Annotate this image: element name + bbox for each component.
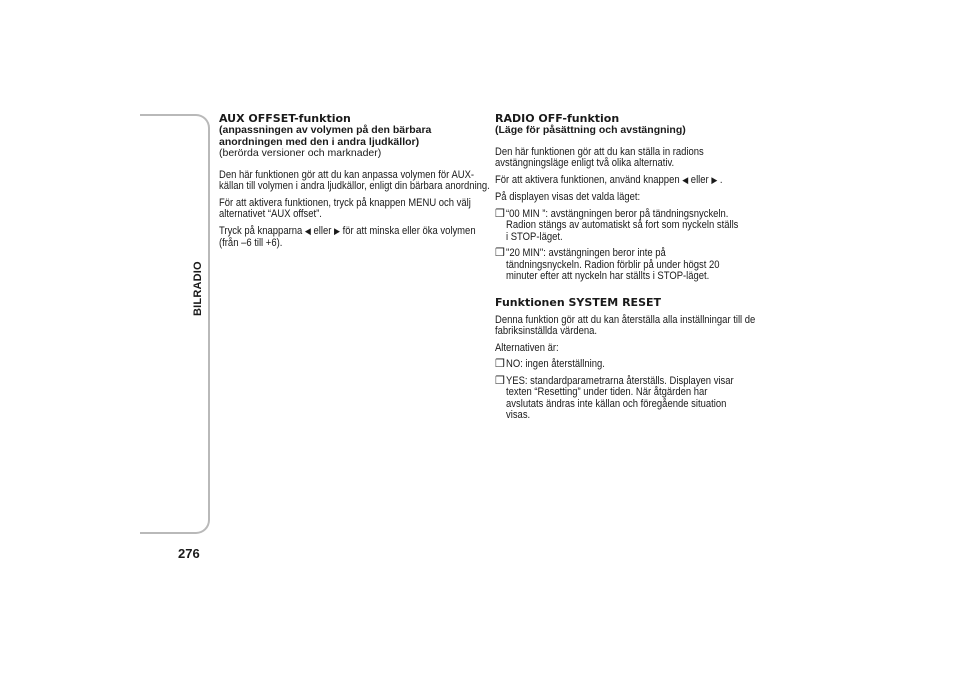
page-number: 276 [178,546,200,561]
radio-off-paragraph-1: Den här funktionen gör att du kan ställa in radions avstängningsläge enligt två olika alternativ. [495,145,704,169]
checkbox-bullet-icon: ❒ [495,207,505,220]
radio-off-heading: RADIO OFF-funktion [495,112,620,125]
aux-offset-p3-end: för att minska eller öka volymen (från –6 till +6). [219,224,476,249]
aux-offset-paragraph-1: Den här funktionen gör att du kan anpassa volymen för AUX-källan till volymen i andra ljudkällor, enligt din bärbara anordning. [219,168,490,192]
list-item-text: "20 MIN": avstängningen beror inte på tändningsnyckeln. Radion förblir på under högst 20 minuter efter att nyckeln har ställts i STOP-läget. [506,247,720,282]
list-item-text: NO: ingen återställning. [506,358,605,370]
list-item [495,359,777,371]
aux-offset-subtitle-1: (anpassningen av volymen på den bärbara [219,124,432,136]
list-item-text: “00 MIN ”: avstängningen beror på tändningsnyckeln. Radion stängs av automatiskt så fort som nyckeln ställs i STOP-läget. [506,207,739,243]
right-arrow-icon: ▶ [333,226,340,237]
list-item [495,248,777,283]
margin-tab [140,114,210,534]
system-reset-heading: Funktionen SYSTEM RESET [495,295,662,309]
aux-offset-p3-start: Tryck på knapparna [219,224,305,237]
left-column [219,113,491,255]
checkbox-bullet-icon: ❒ [495,247,505,259]
aux-offset-heading: AUX OFFSET-funktion [219,112,351,125]
aux-offset-p3-middle: eller [310,224,334,237]
aux-offset-note: (berörda versioner och marknader) [219,147,382,159]
radio-off-p2-end: . [717,173,723,186]
system-reset-paragraph-1: Denna funktion gör att du kan återställa alla inställningar till de fabriksinställda värdena. [495,313,756,337]
list-item [495,209,777,244]
radio-off-paragraph-2 [495,175,776,188]
checkbox-bullet-icon: ❒ [495,358,505,370]
checkbox-bullet-icon: ❒ [495,374,505,387]
right-column [495,113,777,427]
section-label: BILRADIO [192,261,204,316]
radio-off-p2-start: För att aktivera funktionen, använd knappen [495,173,683,186]
aux-offset-paragraph-2: För att aktivera funktionen, tryck på knappen MENU och välj alternativet “AUX offset”. [219,196,471,220]
radio-off-paragraph-3: På displayen visas det valda läget: [495,191,641,203]
system-reset-paragraph-2: Alternativen är: [495,341,559,354]
list-item-text: YES: standardparametrarna återställs. Displayen visar texten “Resetting” under tiden. När åtgärden har avslutats ändras inte källan och föregående situation visas. [506,374,734,421]
radio-off-p2-middle: eller [688,173,712,186]
aux-offset-paragraph-3 [219,226,490,250]
aux-offset-subtitle-2: anordningen med den i andra ljudkällor) [219,135,420,148]
left-arrow-icon: ◀ [304,226,311,237]
list-item [495,376,777,422]
right-arrow-icon: ▶ [711,175,718,186]
radio-off-subtitle: (Läge för påsättning och avstängning) [495,124,686,136]
left-arrow-icon: ◀ [682,175,689,186]
